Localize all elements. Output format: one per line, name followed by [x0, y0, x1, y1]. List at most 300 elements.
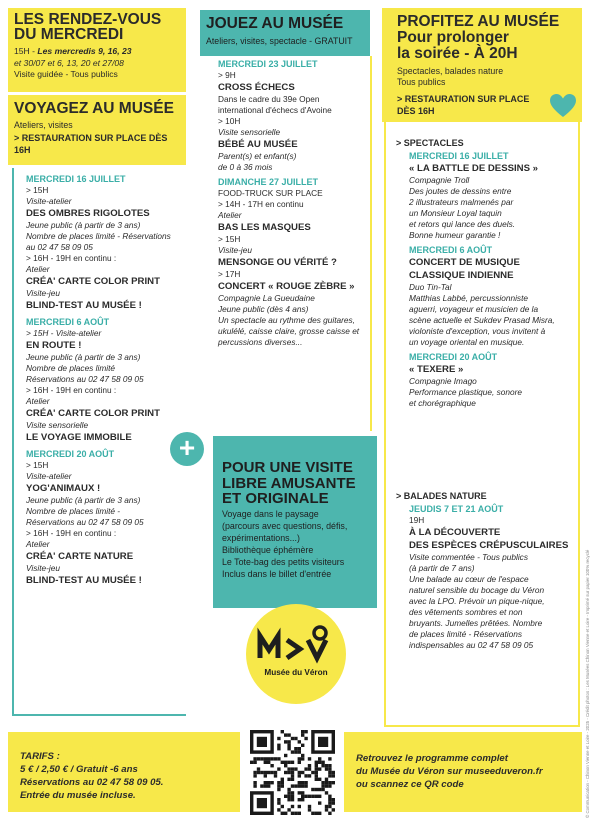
qr-module: [281, 812, 284, 815]
event-detail: aguerri, voyageur et musicien de la: [409, 304, 539, 314]
qr-module: [311, 771, 314, 774]
qr-module: [304, 781, 307, 784]
event-detail: Atelier: [218, 210, 242, 220]
qr-module: [284, 771, 287, 774]
event-date: DIMANCHE 27 JUILLET: [218, 177, 319, 187]
spectacles-label: > SPECTACLES: [396, 138, 464, 148]
qr-module: [287, 761, 290, 764]
qr-module: [291, 791, 294, 794]
qr-module: [318, 812, 321, 815]
event-time: > 15H: [218, 234, 241, 244]
visite-title-line: LIBRE AMUSANTE: [222, 474, 356, 492]
qr-module: [301, 757, 304, 760]
qr-module: [291, 798, 294, 801]
event-title: CRÉA' CARTE NATURE: [26, 551, 134, 562]
qr-module: [291, 795, 294, 798]
qr-module: [332, 781, 335, 784]
qr-module: [264, 774, 267, 777]
qr-module: [287, 791, 290, 794]
visite-title: [222, 460, 356, 507]
event-detail: Visite-atelier: [26, 471, 72, 481]
qr-module: [291, 750, 294, 753]
col1-program: [26, 173, 171, 587]
profitez-sub: [397, 66, 503, 88]
qr-module: [287, 788, 290, 791]
resto-line: DÈS 16H: [397, 106, 435, 116]
qr-module: [291, 784, 294, 787]
qr-module: [253, 774, 256, 777]
profitez-sub-line: Spectacles, balades nature: [397, 66, 504, 76]
jouez-sub: Ateliers, visites, spectacle - GRATUIT: [206, 36, 353, 46]
event-detail: Compagnie Imago: [409, 376, 477, 386]
balades-label: > BALADES NATURE: [396, 491, 487, 501]
qr-module: [291, 767, 294, 770]
qr-module: [325, 778, 328, 781]
qr-module: [308, 764, 311, 767]
qr-module: [321, 764, 324, 767]
qr-module: [264, 784, 267, 787]
qr-module: [325, 781, 328, 784]
event-title: CRÉA' CARTE COLOR PRINT: [26, 276, 160, 287]
qr-module: [264, 757, 267, 760]
qr-module: [301, 798, 304, 801]
event-time: > 15H: [26, 185, 49, 195]
qr-module: [294, 737, 297, 740]
event-time: Dans le cadre du 39e Open: [218, 94, 320, 104]
event-title: YOG'ANIMAUX !: [26, 483, 101, 494]
visite-line: Voyage dans le paysage: [222, 509, 319, 519]
event-time: > 15H: [26, 460, 49, 470]
qr-module: [308, 808, 311, 811]
tarifs-line: TARIFS :: [20, 751, 60, 762]
qr-module: [260, 757, 263, 760]
qr-module: [328, 764, 331, 767]
event-detail: Réservations au 02 47 58 09 05: [26, 517, 144, 527]
event-time: 19H: [409, 515, 425, 525]
qr-module: [291, 761, 294, 764]
event-date: MERCREDI 20 AOÛT: [409, 352, 498, 362]
qr-module: [284, 761, 287, 764]
qr-module: [318, 767, 321, 770]
resto-line: 16H: [14, 145, 31, 155]
qr-code[interactable]: [240, 724, 344, 820]
event-detail: 2 illustrateurs malmenés par: [409, 197, 514, 207]
visite-line: Le Tote-bag des petits visiteurs: [222, 557, 345, 567]
qr-module: [298, 805, 301, 808]
qr-module: [328, 798, 331, 801]
qr-module: [318, 795, 321, 798]
qr-module: [311, 812, 314, 815]
event-time: > 16H - 19H en continu :: [26, 385, 117, 395]
profitez-title-line: la soirée - À 20H: [397, 45, 518, 62]
qr-module: [267, 761, 270, 764]
qr-module: [298, 781, 301, 784]
qr-module: [270, 771, 273, 774]
event-detail: un voyage oriental en musique.: [409, 337, 525, 347]
qr-module: [328, 771, 331, 774]
qr-module: [264, 761, 267, 764]
qr-module: [281, 805, 284, 808]
qr-module: [277, 781, 280, 784]
logo-mark: [256, 624, 336, 664]
event-time: > 14H - 17H en continu: [218, 199, 304, 209]
qr-module: [277, 808, 280, 811]
event-detail: Nombre de places limité - Réservations: [26, 231, 171, 241]
rdv-title: [14, 12, 161, 42]
qr-module: [298, 784, 301, 787]
qr-module: [291, 805, 294, 808]
qr-module: [301, 733, 304, 736]
qr-module: [298, 791, 301, 794]
event-date: MERCREDI 20 AOÛT: [26, 449, 115, 459]
qr-module: [301, 754, 304, 757]
qr-module: [281, 730, 284, 733]
qr-module: [294, 747, 297, 750]
qr-module: [321, 788, 324, 791]
qr-module: [287, 767, 290, 770]
qr-module: [253, 784, 256, 787]
qr-module: [291, 737, 294, 740]
qr-module: [325, 784, 328, 787]
qr-module: [315, 795, 318, 798]
qr-module: [284, 754, 287, 757]
qr-module: [277, 737, 280, 740]
qr-module: [250, 761, 253, 764]
qr-module: [287, 778, 290, 781]
program-line: Retrouvez le programme complet: [356, 753, 508, 764]
qr-module: [287, 795, 290, 798]
event-detail: bruyants. Jumelles prêtées. Nombre: [409, 618, 543, 628]
logo-name: Musée du Véron: [264, 668, 328, 677]
qr-module: [294, 767, 297, 770]
event-title: BLIND-TEST AU MUSÉE !: [26, 300, 142, 311]
event-detail: Atelier: [26, 396, 50, 406]
event-date: MERCREDI 16 JUILLET: [26, 174, 126, 184]
event-time: > 10H: [218, 116, 241, 126]
qr-module: [264, 771, 267, 774]
event-detail: percussions diverses...: [218, 337, 303, 347]
event-title: CLASSIQUE INDIENNE: [409, 270, 514, 281]
visite-details: [222, 508, 347, 580]
qr-module: [328, 795, 331, 798]
qr-module: [281, 781, 284, 784]
qr-module: [304, 774, 307, 777]
qr-module: [315, 788, 318, 791]
event-detail: et retors qui lance des duels.: [409, 219, 516, 229]
qr-module: [328, 774, 331, 777]
qr-module: [315, 767, 318, 770]
qr-module: [284, 764, 287, 767]
event-time: > 16H - 19H en continu :: [26, 253, 117, 263]
event-title: BAS LES MASQUES: [218, 222, 311, 233]
qr-module: [332, 801, 335, 804]
qr-module: [321, 781, 324, 784]
event-title: BLIND-TEST AU MUSÉE !: [26, 575, 142, 586]
qr-module: [304, 730, 307, 733]
event-title: LE VOYAGE IMMOBILE: [26, 432, 132, 443]
spectacles-program: [409, 150, 555, 409]
qr-module: [328, 757, 331, 760]
qr-module: [277, 784, 280, 787]
visite-line: Inclus dans le billet d'entrée: [222, 569, 332, 579]
qr-module: [270, 757, 273, 760]
event-detail: Visite-jeu: [26, 288, 60, 298]
qr-module: [253, 781, 256, 784]
qr-module: [332, 798, 335, 801]
qr-module: [253, 761, 256, 764]
event-detail: Visite sensorielle: [26, 420, 89, 430]
program-info: [356, 752, 543, 791]
qr-module: [298, 771, 301, 774]
program-line: ou scannez ce QR code: [356, 779, 464, 790]
qr-module: [287, 744, 290, 747]
qr-module: [257, 798, 267, 808]
event-detail: Matthias Labbé, percussionniste: [409, 293, 528, 303]
qr-module: [325, 805, 328, 808]
qr-module: [274, 771, 277, 774]
qr-module: [325, 767, 328, 770]
qr-module: [277, 757, 280, 760]
voyagez-title: VOYAGEZ AU MUSÉE: [14, 100, 174, 117]
event-detail: Un spectacle au rythme des guitares,: [218, 315, 355, 325]
event-title: « TEXERE »: [409, 364, 464, 375]
qr-module: [267, 781, 270, 784]
qr-module: [277, 767, 280, 770]
event-date: MERCREDI 6 AOÛT: [26, 317, 110, 327]
qr-module: [315, 764, 318, 767]
qr-module: [298, 747, 301, 750]
event-detail: Jeune public (à partir de 3 ans): [26, 352, 141, 362]
event-detail: Performance plastique, sonore: [409, 387, 522, 397]
qr-module: [257, 757, 260, 760]
jouez-title: JOUEZ AU MUSÉE: [206, 15, 344, 32]
event-detail: un Monsieur Loyal taquin: [409, 208, 502, 218]
event-detail: Jeune public (dès 4 ans): [218, 304, 309, 314]
qr-module: [308, 805, 311, 808]
event-detail: violoniste d'exception, vous invitent à: [409, 326, 546, 336]
qr-module: [284, 795, 287, 798]
qr-module: [277, 798, 280, 801]
qr-module: [253, 757, 256, 760]
qr-module: [301, 784, 304, 787]
event-time: > 9H: [218, 70, 236, 80]
event-detail: Atelier: [26, 539, 50, 549]
event-detail: naturel sensible du bocage du Véron: [409, 585, 545, 595]
qr-module: [287, 771, 290, 774]
event-detail: Jeune public (à partir de 3 ans): [26, 220, 141, 230]
qr-module: [332, 808, 335, 811]
plus-icon: +: [170, 432, 204, 466]
event-detail: Visite-jeu: [26, 563, 60, 573]
event-detail: Nombre de places limité: [26, 363, 115, 373]
event-detail: > 15H - Visite-atelier: [26, 328, 102, 338]
event-title: DES ESPÈCES CRÉPUSCULAIRES: [409, 540, 569, 551]
resto-line: > RESTAURATION SUR PLACE: [397, 94, 530, 104]
rdv-title-line: LES RENDEZ-VOUS: [14, 11, 162, 28]
event-detail: Compagnie Troll: [409, 175, 470, 185]
qr-module: [267, 771, 270, 774]
voyagez-resto: [14, 132, 167, 156]
event-time: FOOD-TRUCK SUR PLACE: [218, 188, 323, 198]
visite-line: (parcours avec questions, défis,: [222, 521, 348, 531]
qr-module: [301, 781, 304, 784]
qr-module: [264, 781, 267, 784]
tarifs-line: Réservations au 02 47 58 09 05.: [20, 777, 164, 788]
qr-module: [315, 761, 318, 764]
rdv-details: [14, 46, 132, 81]
event-title: CROSS ÉCHECS: [218, 82, 295, 93]
qr-module: [328, 801, 331, 804]
event-title: BÉBÉ AU MUSÉE: [218, 139, 298, 150]
profitez-title-line: PROFITEZ AU MUSÉE: [397, 13, 560, 30]
rdv-line: 15H - Les mercredis 9, 16, 23: [14, 46, 132, 56]
qr-module: [291, 774, 294, 777]
event-title: CONCERT DE MUSIQUE: [409, 257, 520, 268]
qr-module: [318, 778, 321, 781]
col2-program: [218, 58, 359, 348]
qr-module: [301, 791, 304, 794]
event-time: > 16H - 19H en continu :: [26, 528, 117, 538]
qr-module: [270, 781, 273, 784]
qr-module: [260, 771, 263, 774]
qr-module: [328, 781, 331, 784]
qr-module: [328, 805, 331, 808]
event-date: JEUDIS 7 ET 21 AOÛT: [409, 504, 504, 514]
profitez-resto: [397, 93, 529, 117]
qr-module: [304, 767, 307, 770]
qr-module: [277, 788, 280, 791]
tarifs: [20, 750, 163, 802]
profitez-sub-line: Tous publics: [397, 77, 446, 87]
qr-module: [287, 798, 290, 801]
qr-module: [294, 812, 297, 815]
visite-title-line: ET ORIGINALE: [222, 490, 329, 507]
profitez-title-line: Pour prolonger: [397, 29, 509, 46]
balades-program: [409, 503, 568, 651]
qr-module: [284, 740, 287, 743]
qr-module: [294, 784, 297, 787]
tarifs-line: 5 € / 2,50 € / Gratuit -6 ans: [20, 764, 138, 775]
voyagez-sub: Ateliers, visites: [14, 120, 73, 130]
qr-module: [291, 812, 294, 815]
qr-module: [257, 737, 267, 747]
qr-module: [325, 764, 328, 767]
qr-module: [298, 740, 301, 743]
qr-module: [325, 791, 328, 794]
qr-module: [318, 801, 321, 804]
event-detail: Visite-jeu: [218, 245, 252, 255]
qr-module: [301, 771, 304, 774]
visite-line: expérimentations...): [222, 533, 300, 543]
qr-module: [318, 737, 328, 747]
qr-module: [298, 812, 301, 815]
event-detail: Réservations au 02 47 58 09 05: [26, 374, 144, 384]
qr-module: [301, 730, 304, 733]
qr-module: [291, 771, 294, 774]
event-detail: Nombre de places limité -: [26, 506, 121, 516]
qr-module: [298, 750, 301, 753]
qr-module: [321, 761, 324, 764]
qr-module: [311, 788, 314, 791]
qr-module: [318, 757, 321, 760]
qr-module: [274, 774, 277, 777]
heart-icon: [550, 94, 576, 118]
event-detail: Une balade au cœur de l'espace: [409, 574, 529, 584]
resto-line: > RESTAURATION SUR PLACE DÈS: [14, 133, 168, 143]
qr-module: [284, 733, 287, 736]
qr-module: [287, 808, 290, 811]
event-detail: Jeune public (à partir de 3 ans): [26, 495, 141, 505]
qr-module: [257, 767, 260, 770]
qr-module: [284, 812, 287, 815]
qr-module: [328, 812, 331, 815]
qr-module: [281, 778, 284, 781]
event-date: MERCREDI 6 AOÛT: [409, 245, 493, 255]
qr-module: [308, 795, 311, 798]
event-detail: Visite sensorielle: [218, 127, 281, 137]
qr-module: [294, 750, 297, 753]
event-detail: indispensables au 02 47 58 09 05: [409, 640, 534, 650]
event-title: CRÉA' CARTE COLOR PRINT: [26, 408, 160, 419]
qr-module: [257, 771, 260, 774]
qr-module: [304, 737, 307, 740]
qr-module: [315, 812, 318, 815]
visite-title-line: POUR UNE VISITE: [222, 459, 353, 476]
event-title: À LA DÉCOUVERTE: [409, 527, 501, 538]
event-detail: scène actuelle et Sukdev Prasad Misra,: [409, 315, 555, 325]
event-detail: Bonne humeur garantie !: [409, 230, 501, 240]
qr-module: [281, 761, 284, 764]
qr-module: [260, 784, 263, 787]
qr-module: [328, 767, 331, 770]
event-detail: de 0 à 36 mois: [218, 162, 273, 172]
event-detail: Atelier: [26, 264, 50, 274]
qr-module: [274, 757, 277, 760]
event-detail: de places limité - Réservations: [409, 629, 522, 639]
qr-module: [298, 757, 301, 760]
side-credit: © Communication - Chinon Vienne et Loire - 2025 - Crédit photos : Les Musées Chinon Vienne et Loire - Imprimé sur papier 100% recyclé: [585, 549, 590, 818]
qr-module: [281, 784, 284, 787]
qr-module: [304, 784, 307, 787]
profitez-title: [397, 14, 559, 62]
qr-module: [301, 795, 304, 798]
qr-module: [325, 808, 328, 811]
event-detail: ukulélé, caisse claire, grosse caisse et: [218, 326, 360, 336]
qr-module: [298, 774, 301, 777]
qr-module: [308, 774, 311, 777]
event-detail: Parent(s) et enfant(s): [218, 151, 297, 161]
event-date: MERCREDI 23 JUILLET: [218, 59, 318, 69]
qr-module: [318, 788, 321, 791]
event-detail: Visite commentée - Tous publics: [409, 552, 528, 562]
qr-module: [298, 761, 301, 764]
event-time: international d'échecs d'Avoine: [218, 105, 332, 115]
event-detail: Des joutes de dessins entre: [409, 186, 512, 196]
qr-module: [267, 784, 270, 787]
qr-module: [304, 795, 307, 798]
qr-module: [287, 740, 290, 743]
event-detail: Compagnie La Gueudaine: [218, 293, 315, 303]
event-title: MENSONGE OU VÉRITÉ ?: [218, 257, 337, 268]
rdv-line: et 30/07 et 6, 13, 20 et 27/08: [14, 57, 124, 68]
visite-line: Bibliothèque éphémère: [222, 545, 314, 555]
qr-module: [291, 778, 294, 781]
event-detail: des vêtements sombres et non: [409, 607, 523, 617]
event-detail: (à partir de 7 ans): [409, 563, 475, 573]
rdv-title-line: DU MERCREDI: [14, 26, 124, 43]
qr-module: [267, 757, 270, 760]
qr-module: [298, 798, 301, 801]
